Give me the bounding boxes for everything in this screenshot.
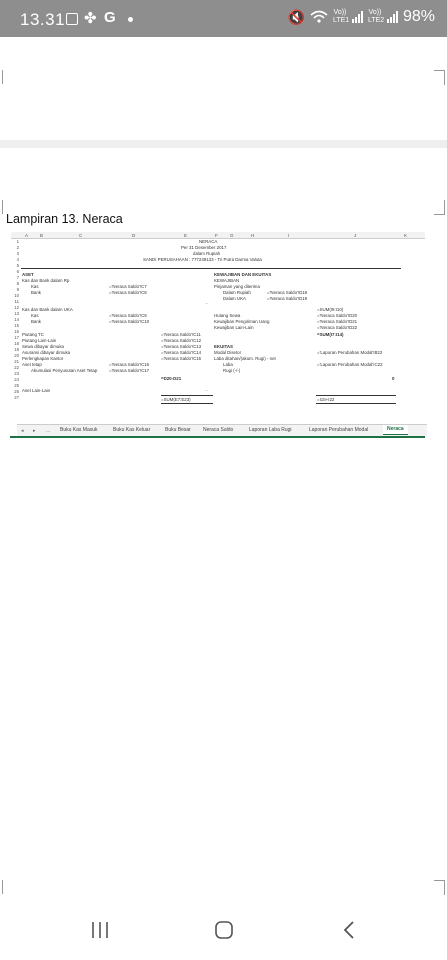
wifi-icon xyxy=(310,10,328,24)
label-pinjaman: Pinjaman yang diterima xyxy=(214,284,260,289)
formula-c9: ='Neraca Saldo'!C9 xyxy=(109,313,147,318)
signal1-icon xyxy=(352,11,363,23)
row-number: 10 xyxy=(14,293,19,298)
col-header: H xyxy=(251,232,255,238)
formula-d20-right: ='Neraca Saldo'!D20 xyxy=(317,313,358,318)
sheet-currency: dalam Rupiah xyxy=(193,251,221,256)
col-header: B xyxy=(40,232,44,238)
formula-c12: ='Neraca Saldo'!C12 xyxy=(161,338,202,343)
tab-buku-kas-masuk[interactable]: Buku Kas Masuk xyxy=(60,427,98,433)
row-number: 3 xyxy=(16,251,19,256)
divider xyxy=(316,403,396,404)
sim2-label: Vo)) LTE2 xyxy=(367,9,385,24)
formula-sum-i7-i14: =SUM(I7:I14) xyxy=(317,332,344,337)
label-laba: Laba xyxy=(223,362,233,367)
label-kewajiban-lain: Kewajiban Lain-Lain xyxy=(214,325,254,330)
cell-dash: - xyxy=(206,301,208,306)
col-header: E xyxy=(184,232,188,238)
label-rugi: Rugi (-/-) xyxy=(223,368,241,373)
row-number: 7 xyxy=(16,275,19,280)
recents-icon[interactable] xyxy=(90,920,110,940)
label-bank: Bank xyxy=(31,290,42,295)
divider xyxy=(161,395,213,396)
spreadsheet xyxy=(11,232,425,440)
col-header: D xyxy=(132,232,136,238)
figure-caption: Lampiran 13. Neraca xyxy=(6,212,123,226)
page-separator xyxy=(0,140,447,148)
image-icon xyxy=(66,13,78,25)
divider xyxy=(21,268,401,269)
label-aset: ASET xyxy=(22,272,34,277)
label-kas: Kas xyxy=(31,313,39,318)
row-number: 5 xyxy=(16,263,19,268)
label-kas-uka: Kas dan Bank dalam UKA xyxy=(22,307,73,312)
row-number: 8 xyxy=(16,281,19,286)
label-kewajiban: KEWAJIBAN xyxy=(214,278,240,283)
cell-dash: - xyxy=(206,388,208,393)
row-number: 22 xyxy=(14,365,19,370)
row-number: 13 xyxy=(14,311,19,316)
formula-c11: ='Neraca Saldo'!C11 xyxy=(161,332,201,337)
tab-laporan-perubahan-modal[interactable]: Laporan Perubahan Modal xyxy=(309,427,369,433)
back-icon[interactable] xyxy=(342,920,356,940)
formula-c15: ='Neraca Saldo'!C15 xyxy=(161,356,202,361)
formula-c16: ='Neraca Saldo'!C16 xyxy=(109,362,150,367)
formula-c7: ='Neraca Saldo'!C7 xyxy=(109,284,147,289)
row-number: 2 xyxy=(16,245,19,250)
formula-c13: ='Neraca Saldo'!C13 xyxy=(161,344,202,349)
formula-d18: ='Neraca Saldo'!D18 xyxy=(267,290,308,295)
label-dalam-uka: Dalam UKA xyxy=(223,296,246,301)
row-number: 19 xyxy=(14,347,19,352)
col-header: A xyxy=(25,232,29,238)
formula-sum-i9-i10: =SUM(I9:I10) xyxy=(317,307,344,312)
row-number: 26 xyxy=(14,389,19,394)
col-header: J xyxy=(354,232,357,238)
label-sewa: Sewa dibayar dimuka xyxy=(22,344,64,349)
row-number: 16 xyxy=(14,329,19,334)
col-header: F xyxy=(215,232,218,238)
formula-c17: ='Neraca Saldo'!C17 xyxy=(109,368,150,373)
row-number: 4 xyxy=(16,257,19,262)
tab-buku-besar[interactable]: Buku Besar xyxy=(165,427,191,433)
mute-icon: 🔇 xyxy=(287,8,305,25)
row-number: 27 xyxy=(14,395,19,400)
tab-neraca[interactable]: Neraca xyxy=(383,425,408,435)
formula-d20: =D20-D21 xyxy=(161,376,182,381)
tab-scroll-right-icon[interactable]: ▸ xyxy=(33,428,36,434)
row-number: 14 xyxy=(14,317,19,322)
row-number: 1 xyxy=(16,239,19,244)
battery-level: 98% xyxy=(402,8,435,25)
row-number: 15 xyxy=(14,323,19,328)
row-number: 18 xyxy=(14,341,19,346)
sheet-title: NERACA xyxy=(199,239,218,244)
row-number: 21 xyxy=(14,359,19,364)
formula-c10: ='Neraca Saldo'!C10 xyxy=(109,319,150,324)
divider xyxy=(316,395,396,396)
sheet-bottom-line xyxy=(10,436,425,438)
column-headers xyxy=(11,232,425,239)
row-number: 9 xyxy=(16,287,19,292)
page-corner-mark xyxy=(434,880,445,895)
page-corner-mark xyxy=(434,70,445,85)
row-number: 20 xyxy=(14,353,19,358)
tab-buku-kas-keluar[interactable]: Buku Kas Keluar xyxy=(113,427,151,433)
divider xyxy=(161,403,213,404)
formula-total-pasiva: =I15+I22 xyxy=(317,397,335,402)
formula-total-aset: =SUM(E7:E23) xyxy=(161,397,191,402)
cell-zero: 0 xyxy=(392,376,395,381)
label-modal: Modal Disetor xyxy=(214,350,242,355)
tab-neraca-saldo[interactable]: Neraca Saldo xyxy=(203,427,234,433)
label-dalam-rupiah: Dalam Rupiah xyxy=(223,290,251,295)
signal2-icon xyxy=(387,11,398,23)
notification-dot xyxy=(128,17,133,22)
row-number: 25 xyxy=(14,383,19,388)
formula-d22: ='Neraca Saldo'!D22 xyxy=(317,325,358,330)
tab-scroll-left-icon[interactable]: ◂ xyxy=(21,428,24,434)
formula-d21: ='Neraca Saldo'!D21 xyxy=(317,319,358,324)
row-number: 11 xyxy=(14,299,19,304)
row-number: 12 xyxy=(14,305,19,310)
label-ekuitas: EKUITAS xyxy=(214,344,233,349)
formula-c14: ='Neraca Saldo'!C14 xyxy=(161,350,202,355)
label-hutang-sewa: Hutang Sewa xyxy=(214,313,241,318)
home-icon[interactable] xyxy=(214,920,234,940)
row-number: 24 xyxy=(14,377,19,382)
label-kewajiban-pengiriman: Kewajiban Pengiriman Uang xyxy=(214,319,270,324)
col-header: K xyxy=(404,232,408,238)
row-number: 17 xyxy=(14,335,19,340)
label-piutang-lain: Piutang Lain-Lain xyxy=(22,338,57,343)
label-aset-lain: Aset Lain-Lain xyxy=(22,388,51,393)
tab-laporan-laba-rugi[interactable]: Laporan Laba Rugi xyxy=(249,427,292,433)
label-piutang-tc: Piutang TC xyxy=(22,332,44,337)
sheet-company: SANDI PERUSAHAAN : 777249133 - Tri Putra Darma Valuta xyxy=(143,257,262,262)
navigation-bar xyxy=(0,898,447,960)
formula-c22: ='Laporan Perubahan Modal'!C22 xyxy=(317,362,383,367)
label-laba-ditahan: Laba ditahan/(akum. Rugi) - net xyxy=(214,356,276,361)
formula-c8: ='Neraca Saldo'!C8 xyxy=(109,290,147,295)
formula-d19: ='Neraca Saldo'!D19 xyxy=(267,296,308,301)
label-bank: Bank xyxy=(31,319,42,324)
page-corner-mark xyxy=(2,70,13,84)
page-corner-mark xyxy=(2,880,13,894)
label-kas: Kas xyxy=(31,284,39,289)
col-header: I xyxy=(288,232,290,238)
label-asuransi: Asuransi dibayar dimuka xyxy=(22,350,71,355)
formula-b22: ='Laporan Perubahan Modal'!B22 xyxy=(317,350,383,355)
label-kas-rp: Kas dan Bank dalam Rp xyxy=(22,278,70,283)
label-akumulasi: Akumulasi Penyusutan Aset Tetap xyxy=(31,368,98,373)
label-kewajiban-ekuitas: KEWAJIBAN DAN EKUITAS xyxy=(214,272,272,277)
sheet-period: Per 31 Desember 2017 xyxy=(181,245,227,250)
pinwheel-icon: ✤ xyxy=(84,10,97,27)
sim1-label: Vo)) LTE1 xyxy=(332,9,350,24)
tab-more[interactable]: ... xyxy=(46,428,51,434)
google-icon: G xyxy=(104,9,116,26)
page-corner-mark xyxy=(434,200,445,215)
row-number: 6 xyxy=(16,269,19,274)
label-perlengkapan: Perlengkapan Kantor xyxy=(22,356,64,361)
status-bar xyxy=(0,0,447,37)
row-number: 23 xyxy=(14,371,19,376)
col-header: G xyxy=(230,232,234,238)
label-aset-tetap: Aset tetap xyxy=(22,362,42,367)
col-header: C xyxy=(79,232,83,238)
status-time: 13.31 xyxy=(20,10,66,29)
